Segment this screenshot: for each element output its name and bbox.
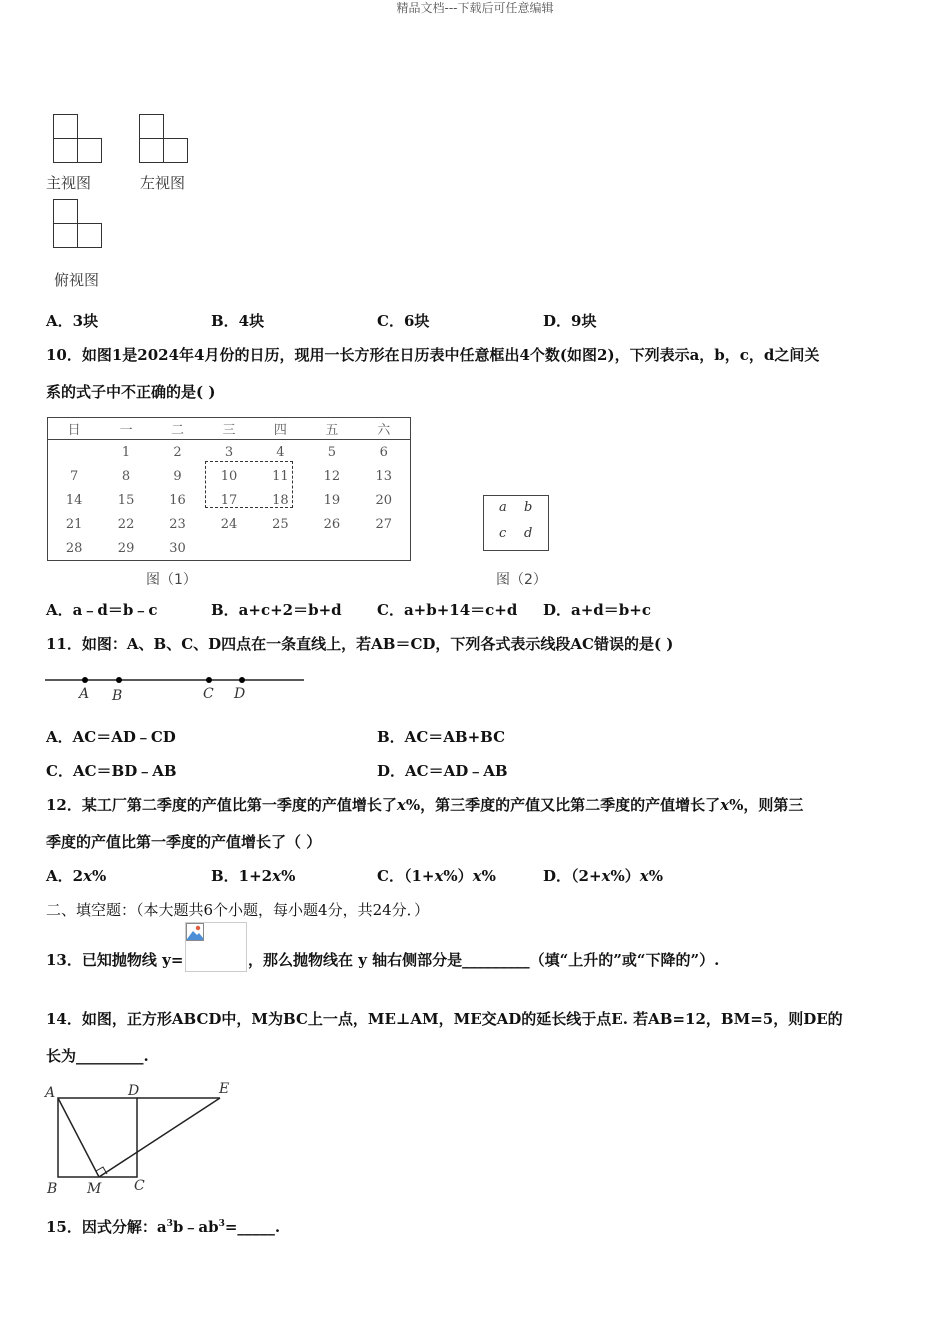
q12-text-c: %，则第三 [729,796,804,814]
q15-text-pre: 15．因式分解：a [46,1218,167,1236]
calendar-day-cell: 14 [65,492,83,508]
q9-option-c[interactable]: C．6块 [377,312,430,330]
calendar-day-cell: 29 [117,540,135,556]
q11-option-a[interactable]: A．AC＝AD﹣CD [46,728,176,746]
calendar-day-cell: 2 [173,444,182,460]
q11-line-figure [44,670,306,706]
top-view-label: 俯视图 [54,271,100,289]
broken-image-icon [186,923,204,941]
q12-var-x: x [396,796,406,814]
q12-stem-line1 [46,795,803,815]
q12-stem-line2: 季度的产值比第一季度的产值增长了（ ） [46,833,322,851]
calendar-day-cell: 27 [375,516,393,532]
q12-text-a: 12．某工厂第二季度的产值比第一季度的产值增长了 [46,796,397,814]
q12-d-pct: %） [610,867,640,885]
calendar-day-cell: 9 [173,468,182,484]
fig2-d: d [524,526,533,541]
calendar-weekday-header: 一 [100,418,151,440]
q12-c-pct2: % [481,867,496,885]
calendar-day-cell: 23 [169,516,186,532]
calendar-day-cell: 8 [121,468,131,484]
q12-option-c[interactable] [377,866,496,886]
left-view-label: 左视图 [140,174,186,192]
calendar-day-cell: 7 [70,468,79,484]
q12-option-a[interactable] [46,866,106,886]
q12-option-b[interactable] [211,866,295,886]
calendar-day-cell: 6 [379,444,388,460]
calendar-day-cell: 11 [272,468,289,484]
calendar-day-cell: 18 [272,492,289,508]
main-view-label: 主视图 [46,174,92,192]
q11-option-c[interactable]: C．AC＝BD﹣AB [46,762,177,780]
q12-b-pct: % [281,867,296,885]
square-abcd-figure [40,1076,240,1200]
q12-a-x: x [83,867,93,885]
fig2-c: c [499,526,507,541]
point-e-label: E [219,1081,230,1097]
calendar-day-cell: 16 [169,492,186,508]
q10-stem-line2: 系的式子中不正确的是( ) [46,383,216,401]
fig2-b: b [524,500,533,515]
fig2-box [483,495,549,551]
calendar-weekday-header: 五 [306,418,357,440]
q15-exponent-1: 3 [166,1219,173,1229]
point-m-label: M [87,1181,102,1197]
section-2-heading: 二、填空题：（本大题共6个小题，每小题4分，共24分．） [46,901,430,919]
q9-option-d[interactable]: D．9块 [543,312,597,330]
calendar-day-cell: 24 [220,516,238,532]
q12-d-x: x [601,867,611,885]
vertex-c-label: C [134,1178,145,1194]
calendar-day-cell [48,440,101,465]
q12-b-x: x [272,867,282,885]
q14-stem-line1: 14．如图，正方形ABCD中，M为BC上一点，ME⊥AM，ME交AD的延长线于点E. 若AB=12，BM=5，则DE的 [46,1010,843,1028]
point-b-label: B [112,688,123,704]
q13-prefix: 13．已知抛物线 y= [46,951,184,969]
q12-d-x2: x [639,867,649,885]
q11-option-b[interactable]: B．AC＝AB+BC [377,728,506,746]
calendar-day-cell [255,536,306,561]
calendar-day-cell: 21 [65,516,83,532]
q12-d-text: D．（2+ [543,867,602,885]
calendar-day-cell: 13 [375,468,393,484]
calendar-weekday-header: 二 [152,418,203,440]
q12-text-b: %，第三季度的产值又比第二季度的产值增长了 [405,796,721,814]
calendar-day-cell [306,536,357,561]
calendar-day-cell [203,536,254,561]
calendar-weekday-header: 日 [48,418,101,440]
q10-option-d[interactable]: D．a+d＝b+c [543,601,651,619]
calendar-day-cell: 28 [65,540,83,556]
q12-c-x2: x [472,867,482,885]
q12-var-x: x [720,796,730,814]
point-c-label: C [203,686,214,702]
point-d-label: D [234,686,246,702]
calendar-day-cell: 4 [276,444,285,460]
q14-stem-line2: 长为_________. [46,1047,149,1065]
q12-b-text: B．1+2 [211,867,273,885]
vertex-a-label: A [45,1085,56,1101]
q12-c-text: C．（1+ [377,867,435,885]
calendar-selection-box [205,461,293,508]
q9-option-a[interactable]: A．3块 [46,312,99,330]
calendar-week-row [48,512,411,536]
calendar-day-cell: 20 [375,492,393,508]
calendar-day-cell [358,536,411,561]
calendar-day-cell: 15 [117,492,135,508]
q11-option-d[interactable]: D．AC＝AD﹣AB [377,762,508,780]
q10-option-b[interactable]: B．a+c+2＝b+d [211,601,342,619]
calendar-week-row [48,536,411,561]
vertex-d-label: D [128,1083,140,1099]
fig1-caption: 图（1） [146,572,197,588]
q10-option-c[interactable]: C．a+b+14＝c+d [377,601,518,619]
calendar-day-cell: 30 [169,540,186,556]
vertex-b-label: B [47,1181,58,1197]
q15-exponent-2: 3 [218,1219,225,1229]
point-a-label: A [79,686,90,702]
fig2-a: a [499,500,507,515]
page-header: 精品文档---下载后可任意编辑 [396,1,554,15]
calendar-day-cell: 25 [272,516,289,532]
q12-a-text: A．2 [46,867,84,885]
q15-stem [46,1214,280,1237]
q12-option-d[interactable] [543,866,663,886]
calendar-day-cell: 5 [327,444,337,460]
calendar-day-cell: 22 [117,516,135,532]
q11-stem: 11．如图：A、B、C、D四点在一条直线上，若AB＝CD，下列各式表示线段AC错误的是( ) [46,635,674,653]
q15-text-post: =_____. [224,1218,281,1236]
q15-text-mid: b﹣ab [172,1218,219,1236]
calendar-day-cell: 1 [121,444,131,460]
q12-c-pct: %） [443,867,473,885]
q10-option-a[interactable]: A．a﹣d＝b﹣c [46,601,158,619]
q13-suffix: ，那么抛物线在 y 轴右侧部分是_________（填“上升的”或“下降的”）. [248,951,720,969]
calendar-weekday-header: 三 [203,418,254,440]
calendar-day-cell: 19 [323,492,341,508]
calendar-day-cell: 3 [224,444,234,460]
q12-c-x: x [434,867,444,885]
q12-d-pct2: % [648,867,663,885]
fig2-caption: 图（2） [496,572,547,588]
q10-stem-line1: 10．如图1是2024年4月份的日历，现用一长方形在日历表中任意框出4个数(如图2)，下列表示a，b，c，d之间关 [46,346,820,364]
q12-a-pct: % [92,867,107,885]
q9-option-b[interactable]: B．4块 [211,312,265,330]
calendar-weekday-header: 六 [358,418,411,440]
calendar-weekday-header: 四 [255,418,306,440]
calendar-day-cell: 12 [323,468,341,484]
calendar-day-cell: 17 [220,492,238,508]
calendar-day-cell: 26 [323,516,341,532]
calendar-day-cell: 10 [220,468,238,484]
